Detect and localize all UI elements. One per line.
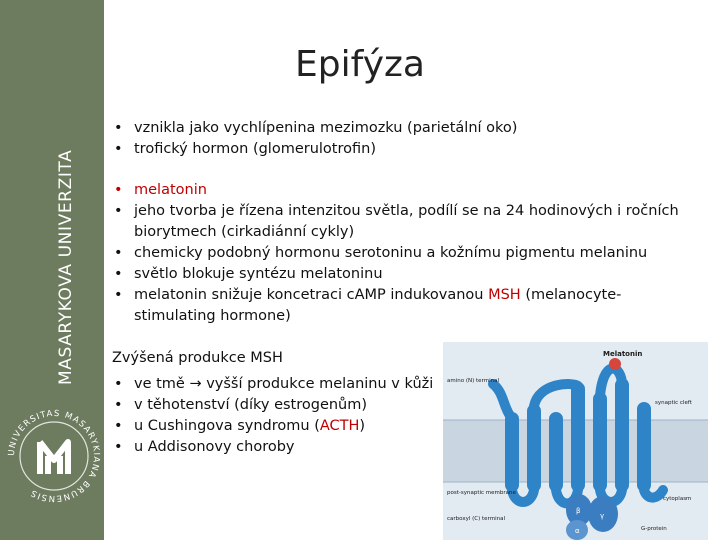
label-carboxyl: carboxyl (C) terminal <box>447 516 505 522</box>
bullet-item: • v těhotenství (díky estrogenům) <box>112 395 442 416</box>
sidebar <box>0 0 104 540</box>
melatonin-receptor-figure <box>443 342 708 540</box>
bullet-item-msh: • melatonin snižuje koncetraci cAMP indukovanou MSH (melanocyte-stimulating hormone) <box>112 285 702 327</box>
bullet-item-acth: • u Cushingova syndromu (ACTH) <box>112 416 442 437</box>
label-synaptic-cleft: synaptic cleft <box>655 400 692 406</box>
melatonin-ligand <box>609 358 621 370</box>
seal-m-logo <box>40 442 68 474</box>
bullet-item: • u Addisonovy choroby <box>112 437 442 458</box>
msh-highlight: MSH <box>488 287 521 303</box>
bullet-item: • světlo blokuje syntézu melatoninu <box>112 264 702 285</box>
bullet-group-origin <box>112 118 692 160</box>
bullet-item: • ve tmě → vyšší produkce melaninu v kůži <box>112 374 442 395</box>
label-gamma: γ <box>600 512 605 520</box>
bullet-item: • jeho tvorba je řízena intenzitou světla, podílí se na 24 hodinových i ročních biorytmech (cirkadiánní cykly) <box>112 201 702 243</box>
seal-text: UNIVERSITAS MASARYKIANA BRUNENSIS <box>6 408 102 504</box>
label-amino-terminal: amino (N) terminal <box>447 378 499 384</box>
slide-title: Epifýza <box>295 44 425 85</box>
label-post-synaptic: post-synaptic membrane <box>447 490 516 496</box>
receptor-diagram <box>443 342 708 540</box>
msh-heading: Zvýšená produkce MSH <box>112 350 283 366</box>
bullet-item-melatonin: • melatonin <box>112 180 702 201</box>
acth-highlight: ACTH <box>319 418 360 434</box>
bullet-group-msh <box>112 374 442 458</box>
label-alpha: α <box>575 527 580 535</box>
university-name: MASARYKOVA UNIVERZITA <box>56 149 76 385</box>
label-beta: β <box>576 507 581 515</box>
bullet-item: • vznikla jako vychlípenina mezimozku (parietální oko) <box>112 118 692 139</box>
university-seal <box>2 398 106 508</box>
label-cytoplasm: cytoplasm <box>663 496 692 502</box>
bullet-group-melatonin <box>112 180 702 327</box>
label-melatonin: Melatonin <box>603 350 643 358</box>
label-g-protein: G-protein <box>641 526 667 532</box>
bullet-item: • trofický hormon (glomerulotrofin) <box>112 139 692 160</box>
bullet-item: • chemicky podobný hormonu serotoninu a kožnímu pigmentu melaninu <box>112 243 702 264</box>
